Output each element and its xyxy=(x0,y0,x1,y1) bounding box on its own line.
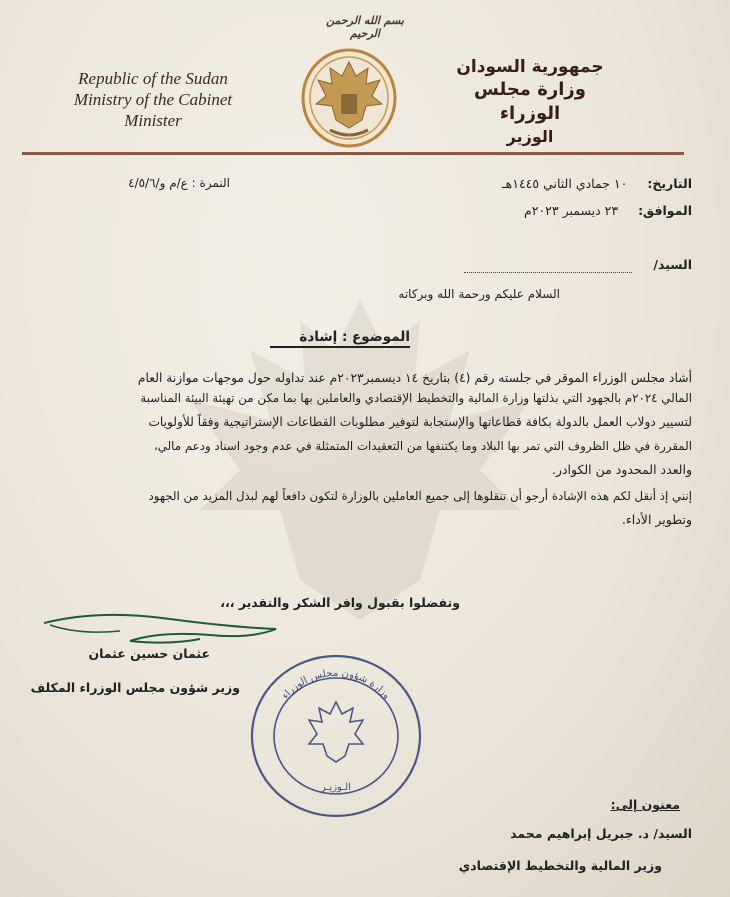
stamp-top-text: وزارة شؤون مجلس الوزراء xyxy=(279,667,393,702)
svg-text:وزارة شؤون مجلس الوزراء xyxy=(280,668,392,702)
hijri-date-label: التاريخ: xyxy=(647,176,692,191)
body-para2-line-1: إنني إذ أنقل لكم هذه الإشادة أرجو أن تنقلوها إلى جميع العاملين بالوزارة لتكون دافعاً لهم لبذل المزيد من الجهود xyxy=(148,489,692,503)
cc-label: معنون إلى: xyxy=(610,797,680,812)
letterhead-divider xyxy=(22,152,684,155)
signatory-title: وزير شؤون مجلس الوزراء المكلف xyxy=(30,680,240,695)
gregorian-date-label: الموافق: xyxy=(638,203,692,218)
recipient-blank-line xyxy=(464,272,632,273)
body-line-2: المالي ٢٠٢٤م بالجهود التي بذلتها وزارة المالية والتخطيط الإقتصادي والعاملين بها بما مكن من تهيئة البيئة المناسبة xyxy=(140,391,692,405)
letterhead-en-line2: Ministry of the Cabinet xyxy=(73,90,233,109)
stamp-bottom-text: الـوزيـر xyxy=(321,782,351,793)
letterhead-en-line1: Republic of the Sudan xyxy=(78,69,228,88)
gregorian-date-value: ٢٣ ديسمبر ٢٠٢٣م xyxy=(523,203,619,218)
letter-body xyxy=(20,368,692,530)
letterhead-en-line3: Minister xyxy=(124,111,182,130)
closing-line: وتفضلوا بقبول وافر الشكر والتقدير ،،، xyxy=(220,595,460,610)
letterhead-ar-line2: وزارة مجلس الوزراء xyxy=(474,79,586,124)
reference-label: النمرة : xyxy=(191,176,230,190)
cc-line-1: السيد/ د. جبريل إبراهيم محمد xyxy=(510,826,692,841)
body-para2-line-2: وتطوير الأداء. xyxy=(621,512,692,527)
subject-line: الموضوع : إشادة xyxy=(270,329,410,348)
official-stamp-icon xyxy=(245,650,427,822)
cc-line-2: وزير المالية والتخطيط الإقتصادي xyxy=(458,858,662,873)
reference-number xyxy=(90,176,230,190)
letterhead-arabic xyxy=(455,56,605,148)
letterhead-english xyxy=(38,68,268,131)
gregorian-date xyxy=(460,203,692,218)
bismillah: بسم الله الرحمن الرحيم xyxy=(326,14,404,40)
signatory-name: عثمان حسين عثمان xyxy=(88,646,210,661)
body-line-4: المقررة في ظل الظروف التي تمر بها البلاد وما يكتنفها من التعقيدات المتمثلة في عدم وجود اسناد ودعم مالي، xyxy=(153,439,692,453)
letterhead-ar-line3: الوزير xyxy=(506,127,554,146)
recipient-label: السيد/ xyxy=(653,257,692,272)
body-line-1: أشاد مجلس الوزراء الموقر في جلسته رقم (٤) بتاريخ ١٤ ديسمبر٢٠٢٣م عند تداوله حول موجهات موازنة العام xyxy=(137,371,692,385)
body-line-5: والعدد المحدود من الكوادر. xyxy=(551,462,692,477)
hijri-date xyxy=(460,176,692,191)
greeting: السلام عليكم ورحمة الله وبركاته xyxy=(398,287,560,301)
hijri-date-value: ١٠ جمادي الثاني ١٤٤٥هـ xyxy=(501,176,628,191)
letterhead-ar-line1: جمهورية السودان xyxy=(456,57,604,77)
sudan-emblem-icon xyxy=(300,48,398,148)
reference-value: ع/م و/٤/٥/٦ xyxy=(128,176,188,190)
body-line-3: لتسيير دولاب العمل بالدولة بكافة قطاعاتها والإستجابة لتوفير مطلوبات القطاعات الإستراتيجية وفقاً للأولويات xyxy=(148,415,692,429)
